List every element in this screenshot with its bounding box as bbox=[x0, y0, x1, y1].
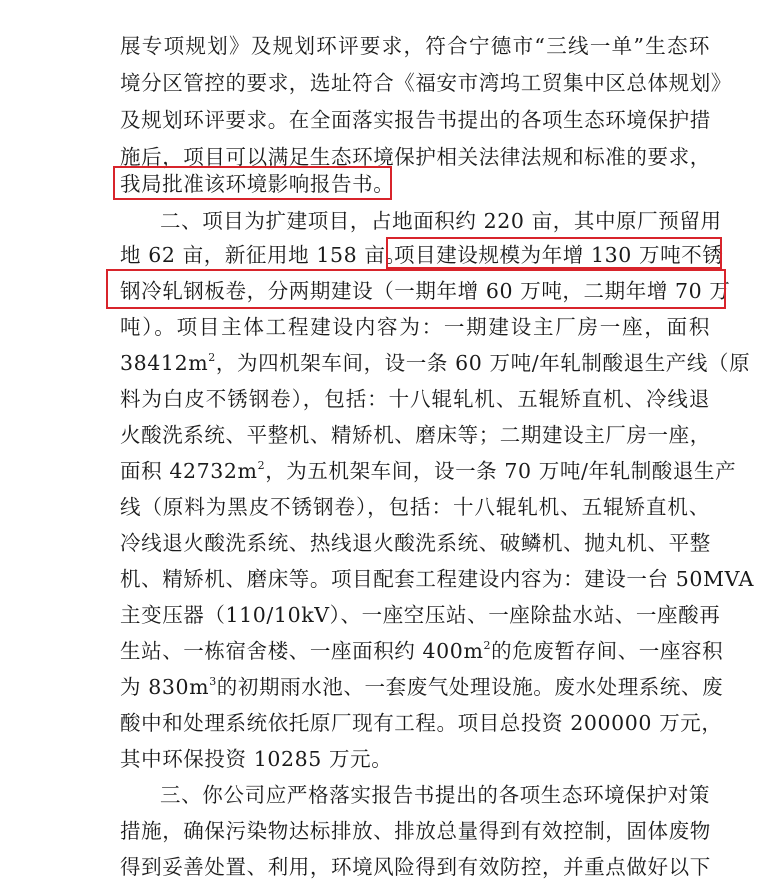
superscript-2: 2 bbox=[257, 459, 266, 472]
text-line-15: 冷线退火酸洗系统、热线退火酸洗系统、破鳞机、抛丸机、平整 bbox=[120, 531, 711, 555]
text-line-13 bbox=[120, 453, 736, 489]
text-line-10 bbox=[120, 345, 750, 381]
text-line-18-rest: 的危废暂存间、一座容积 bbox=[491, 639, 724, 663]
text-line-1: 展专项规划》及规划环评要求，符合宁德市“三线一单”生态环 bbox=[120, 34, 710, 58]
text-line-4: 施后，项目可以满足生态环境保护相关法律法规和标准的要求， bbox=[120, 145, 711, 169]
text-line-11: 料为白皮不锈钢卷），包括：十八辊轧机、五辊矫直机、冷线退 bbox=[120, 387, 710, 411]
text-line-2: 境分区管控的要求，选址符合《福安市湾坞工贸集中区总体规划》 bbox=[120, 71, 732, 95]
text-line-10-rest: ，为四机架车间，设一条 60 万吨/年轧制酸退生产线（原 bbox=[215, 351, 751, 375]
text-line-19 bbox=[120, 669, 723, 705]
area-value-1: 38412m bbox=[120, 351, 209, 375]
text-line-16: 机、精矫机、磨床等。项目配套工程建设内容为：建设一台 50MVA bbox=[120, 567, 755, 591]
text-line-6: 二、项目为扩建项目，占地面积约 220 亩，其中原厂预留用 bbox=[160, 209, 722, 233]
text-line-12: 火酸洗系统、平整机、精矫机、磨床等；二期建设主厂房一座， bbox=[120, 423, 711, 447]
text-line-9: 吨）。项目主体工程建设内容为：一期建设主厂房一座，面积 bbox=[120, 315, 710, 339]
text-line-5-approval: 我局批准该环境影响报告书。 bbox=[120, 172, 395, 196]
text-line-3: 及规划环评要求。在全面落实报告书提出的各项生态环境保护措 bbox=[120, 108, 711, 132]
text-line-22: 三、你公司应严格落实报告书提出的各项生态环境保护对策 bbox=[160, 783, 710, 807]
text-line-8-phases: 钢冷轧钢板卷，分两期建设（一期年增 60 万吨，二期年增 70 万 bbox=[120, 279, 731, 303]
text-line-7b-scale: 项目建设规模为年增 130 万吨不锈 bbox=[394, 243, 724, 267]
text-line-13-rest: ，为五机架车间，设一条 70 万吨/年轧制酸退生产 bbox=[265, 459, 737, 483]
superscript-3: 3 bbox=[209, 675, 217, 688]
text-line-18 bbox=[120, 633, 723, 669]
text-line-24: 得到妥善处置、利用，环境风险得到有效防控，并重点做好以下 bbox=[120, 855, 711, 879]
area-value-2: 面积 42732m bbox=[120, 459, 258, 483]
text-line-19-rest: 的初期雨水池、一套废气处理设施。废水处理系统、废 bbox=[216, 675, 724, 699]
text-line-7a: 地 62 亩，新征用地 158 亩。 bbox=[120, 243, 407, 267]
text-line-14: 线（原料为黑皮不锈钢卷），包括：十八辊轧机、五辊矫直机、 bbox=[120, 495, 710, 519]
superscript-2: 2 bbox=[208, 351, 216, 364]
text-line-18-start: 生站、一栋宿舍楼、一座面积约 400m bbox=[120, 639, 484, 663]
text-line-21: 其中环保投资 10285 万元。 bbox=[120, 747, 393, 771]
text-line-19-start: 为 830m bbox=[120, 675, 210, 699]
text-line-20: 酸中和处理系统依托原厂现有工程。项目总投资 200000 万元， bbox=[120, 711, 723, 735]
text-line-23: 措施，确保污染物达标排放、排放总量得到有效控制，固体废物 bbox=[120, 819, 711, 843]
superscript-2: 2 bbox=[483, 639, 492, 652]
text-line-17: 主变压器（110/10kV）、一座空压站、一座除盐水站、一座酸再 bbox=[120, 603, 721, 627]
